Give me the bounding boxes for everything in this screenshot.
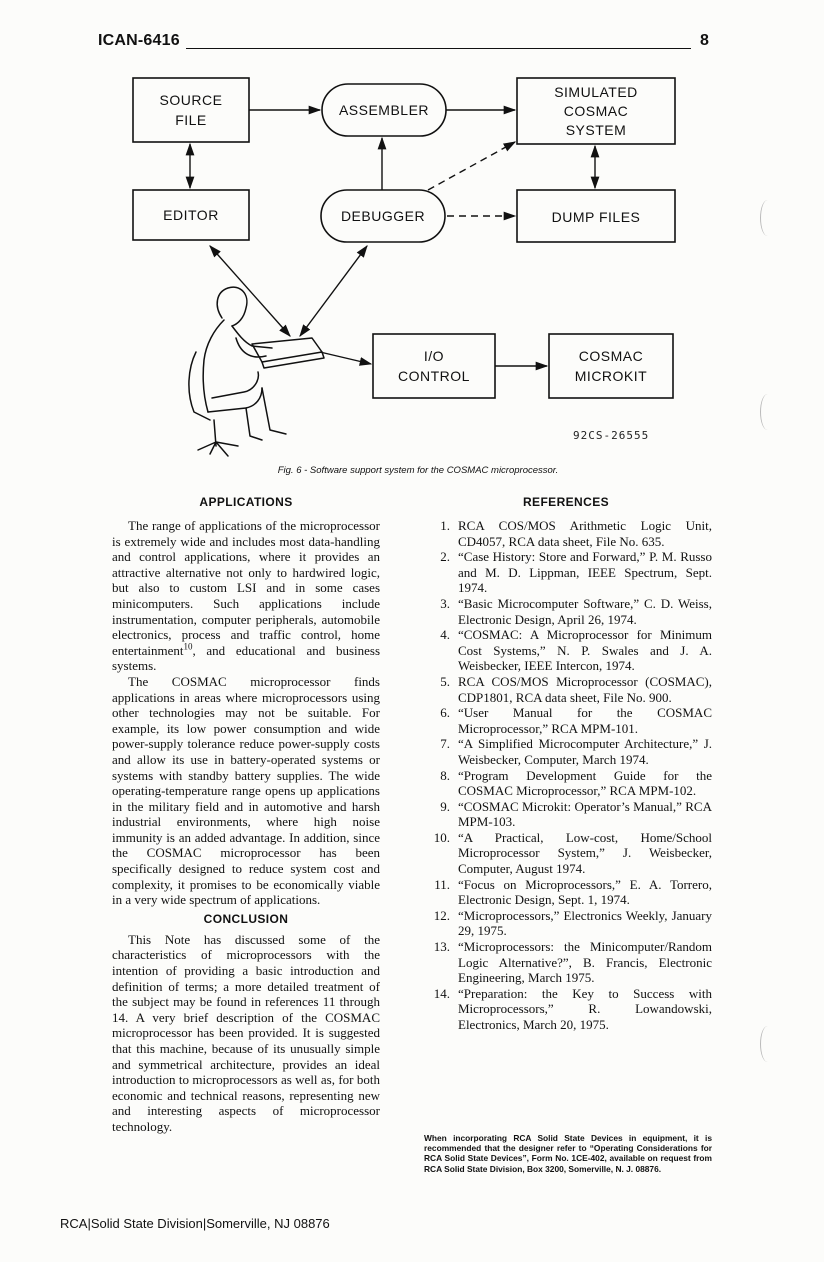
editor-label: EDITOR (163, 207, 219, 223)
document-id: ICAN-6416 (98, 32, 180, 49)
simulated-label-3: SYSTEM (565, 122, 627, 138)
simulated-label-1: SIMULATED (554, 84, 638, 100)
dump-files-label: DUMP FILES (551, 209, 641, 225)
editor-box (133, 190, 249, 240)
operator-at-terminal-illustration (189, 287, 324, 456)
references-list (420, 518, 712, 1033)
dump-files-box (517, 190, 675, 242)
diagram-connectors (190, 110, 595, 366)
cosmac-microkit-box (549, 334, 673, 398)
software-support-diagram (0, 0, 824, 490)
reference-item: 5. RCA COS/MOS Microprocessor (COSMAC), CDP1801, RCA data sheet, File No. 900. (440, 673, 712, 705)
margin-mark (760, 1026, 775, 1062)
reference-item: 9. “COSMAC Microkit: Operator’s Manual,” RCA MPM-103. (440, 798, 712, 830)
reference-superscript: 10 (183, 641, 193, 652)
applications-paragraph-2: The COSMAC microprocessor finds applications in areas where microprocessors using other technologies may not be suitable. For example, its low power consumption and wide power-supply tolerance reduce power-supply costs and allow its use in battery-operated systems or systems with standby battery supplies. The wide operating-temperature range opens up applications in the military field and in automotive and harsh industrial environments, where high noise immunity is an added advantage. In addition, since the COSMAC microprocessor has been specifically designed to reduce system cost and complexity, it promises to be economically viable in a very wide spectrum of applications. (112, 673, 380, 908)
left-column (112, 495, 380, 1135)
source-file-box (133, 78, 249, 142)
conclusion-paragraph: This Note has discussed some of the characteristics of microprocessors with the intention of providing a basic introduction and definition of terms; a more detailed treatment of the subject may be found in references 11 through 14. A very brief description of the COSMAC microprocessor has been provided. It is suggested that this machine, because of its unusually simple and symmetrical architecture, provides an ideal introduction to microprocessors as well as, for both economic and technical reasons, representing new and interesting aspects of microprocessor technology. (112, 931, 380, 1134)
source-file-label-2: FILE (175, 112, 207, 128)
applications-paragraph-1 (112, 518, 380, 674)
reference-item: 14. “Preparation: the Key to Success with Microprocessors,” R. Lowandowski, Electronics, March 20, 1975. (433, 985, 712, 1032)
page-number: 8 (700, 32, 709, 49)
reference-item: 11. “Focus on Microprocessors,” E. A. Torrero, Electronic Design, Sept. 1, 1974. (434, 876, 712, 908)
dashed-arrow-debugger-to-simulated (428, 142, 515, 190)
io-label-1: I/O (423, 348, 445, 364)
microkit-label-1: COSMAC (578, 348, 644, 364)
margin-mark (760, 200, 775, 236)
arrow-terminal-to-io (320, 352, 371, 364)
figure-caption: Fig. 6 - Software support system for the COSMAC microprocessor. (277, 465, 559, 476)
figure-code: 92CS-26555 (573, 429, 650, 442)
assembler-node (322, 84, 446, 136)
source-file-label-1: SOURCE (159, 92, 223, 108)
reference-item: 2. “Case History: Store and Forward,” P. M. Russo and M. D. Lippman, IEEE Spectrum, Sept. 1974. (440, 549, 712, 596)
simulated-cosmac-system-box (517, 78, 675, 144)
reference-item: 7. “A Simplified Microcomputer Architecture,” J. Weisbecker, Computer, March 1974. (440, 736, 712, 767)
simulated-label-2: COSMAC (563, 103, 629, 119)
applications-p1-tail: , and educational and business systems. (112, 642, 380, 674)
references-heading: REFERENCES (522, 495, 609, 509)
reference-item: 13. “Microprocessors: the Minicomputer/Random Logic Alternative?”, B. Francis, Electronic Engineering, March 1975. (433, 939, 712, 986)
reference-item: 6. “User Manual for the COSMAC Microprocessor,” RCA MPM-101. (440, 705, 712, 736)
reference-item: 8. “Program Development Guide for the COSMAC Microprocessor,” RCA MPM-102. (440, 767, 712, 799)
page-footer: RCA|Solid State Division|Somerville, NJ 08876 (60, 1216, 330, 1231)
conclusion-heading: CONCLUSION (203, 911, 289, 926)
right-column (420, 495, 712, 1033)
debugger-label: DEBUGGER (340, 208, 426, 224)
reference-item: 3. “Basic Microcomputer Software,” C. D. Weiss, Electronic Design, April 26, 1974. (440, 595, 712, 627)
debugger-node (321, 190, 445, 242)
assembler-label: ASSEMBLER (338, 102, 430, 118)
reference-item: 12. “Microprocessors,” Electronics Weekly, January 29, 1975. (433, 907, 712, 939)
io-control-box (373, 334, 495, 398)
reference-item: 10. “A Practical, Low-cost, Home/School Microprocessor System,” J. Weisbecker, Computer, August 1974. (433, 829, 712, 877)
reference-item: 4. “COSMAC: A Microprocessor for Minimum Cost Systems,” N. P. Swales and J. A. Weisbecker, IEEE Intercon, 1974. (440, 627, 712, 674)
arrow-debugger-terminal (300, 246, 367, 336)
microkit-label-2: MICROKIT (574, 368, 648, 384)
reference-item: 1. RCA COS/MOS Arithmetic Logic Unit, CD4057, RCA data sheet, File No. 635. (440, 518, 712, 549)
applications-p1-text: The range of applications of the microprocessor is extremely wide and includes most data-handling and control applications, where it provides an attractive alternative not only to hardwired logic, but also to custom LSI and in some cases minicomputers. Such applications include instrumentation, computer peripherals, automobile electronics, process and traffic control, home entertainment (112, 518, 380, 658)
margin-mark (760, 394, 775, 430)
io-label-2: CONTROL (398, 368, 470, 384)
applications-heading: APPLICATIONS (199, 495, 293, 509)
design-notice: When incorporating RCA Solid State Devices in equipment, it is recommended that the designer refer to “Operating Considerations for RCA Solid State Devices”, Form No. 1CE-402, available on request from RCA Solid State Division, Box 3200, Somerville, N. J. 08876. (424, 1133, 712, 1174)
